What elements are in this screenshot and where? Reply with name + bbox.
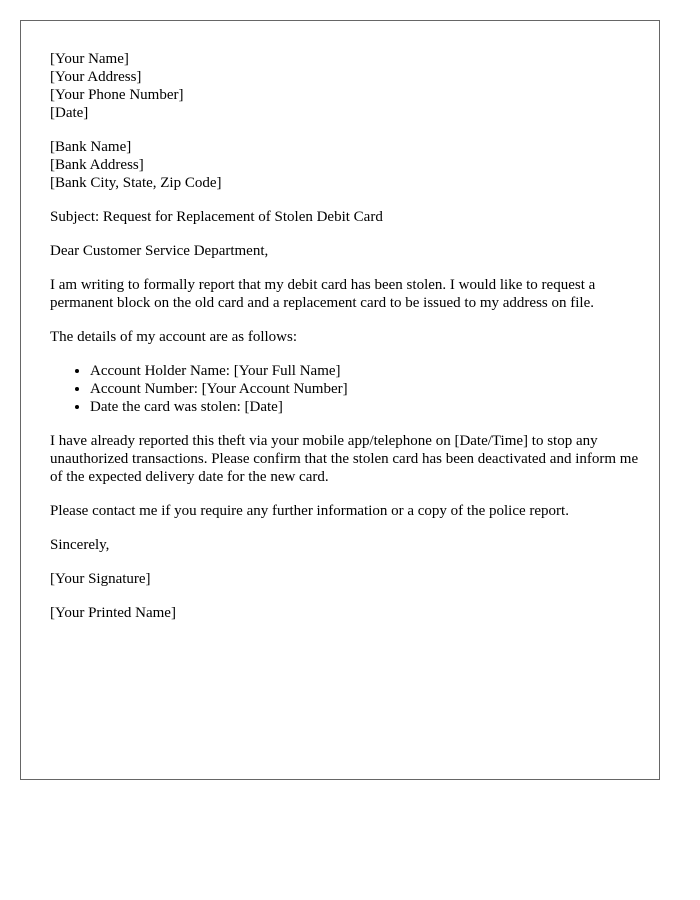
list-item: • Account Number: [Your Account Number] <box>90 380 650 398</box>
salutation: Dear Customer Service Department, <box>50 243 269 259</box>
sender-phone: [Your Phone Number] <box>50 87 184 103</box>
subject-line: Subject: Request for Replacement of Stolen Debit Card <box>50 209 383 225</box>
sender-block <box>50 50 650 122</box>
letter-content <box>50 50 650 638</box>
list-item: • Date the card was stolen: [Date] <box>90 398 650 416</box>
body-paragraph-2: I have already reported this theft via your mobile app/telephone on [Date/Time] to stop any unauthorized transactions. Please confirm that the stolen card has been deactivated and inform me of the expected delivery date for the new card. <box>50 433 639 485</box>
bank-address: [Bank Address] <box>50 157 144 173</box>
details-intro: The details of my account are as follows: <box>50 329 298 345</box>
sender-address: [Your Address] <box>50 69 142 85</box>
list-item: • Account Holder Name: [Your Full Name] <box>90 362 650 380</box>
bank-name: [Bank Name] <box>50 139 132 155</box>
recipient-block <box>50 138 650 192</box>
letter-date: [Date] <box>50 105 89 121</box>
printed-name: [Your Printed Name] <box>50 605 176 621</box>
sender-name: [Your Name] <box>50 51 129 67</box>
bank-city: [Bank City, State, Zip Code] <box>50 175 222 191</box>
body-paragraph-1: I am writing to formally report that my debit card has been stolen. I would like to request a permanent block on the old card and a replacement card to be issued to my address on file. <box>50 277 596 311</box>
letter-frame <box>20 20 660 780</box>
body-paragraph-3: Please contact me if you require any further information or a copy of the police report. <box>50 503 569 519</box>
account-details-list <box>50 362 650 416</box>
signature: [Your Signature] <box>50 571 151 587</box>
closing: Sincerely, <box>50 537 110 553</box>
